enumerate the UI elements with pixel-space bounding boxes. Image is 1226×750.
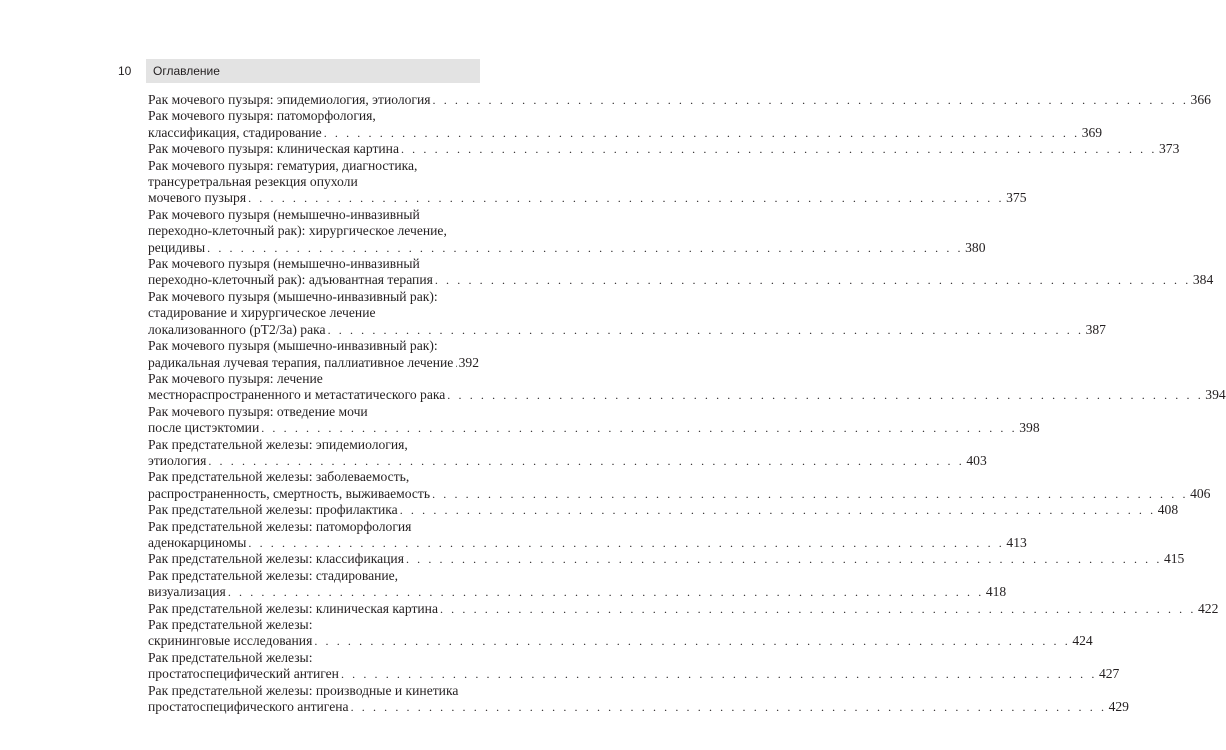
toc-entry-page: 415 [1163,551,1185,567]
toc-entry-line: Рак мочевого пузыря: клиническая картина [148,141,399,157]
toc-entry-line: аденокарциномы [148,534,247,550]
toc-entry-page: 424 [1072,633,1093,649]
toc-entry[interactable] [148,649,1120,683]
toc-entry[interactable] [148,682,1129,716]
toc-entry-line: Рак мочевого пузыря (мышечно-инвазивный рак): [148,338,438,354]
toc-entry-line: простатоспецифический антиген [148,666,339,682]
toc-entry-page: 366 [1190,92,1211,107]
toc-entry-page: 413 [1006,534,1027,550]
toc-entry[interactable] [148,518,1027,552]
toc-entry-page: 387 [1085,321,1106,337]
toc-entry-page: 429 [1108,699,1129,715]
toc-entry-line: простатоспецифического антигена [148,699,349,715]
toc-entry[interactable] [148,551,1185,567]
dot-leader: . . . . . . . . . . . . . . . . . . . . . . . . . . . . . . . . . . . . . . . . . . . . . . . . . . . . . . . . . . . . . . . . . . . . [261,421,1018,436]
toc-entry-last-line [148,534,1027,551]
toc-entry[interactable] [148,370,1226,404]
toc-entry-line: Рак предстательной железы: [148,649,313,665]
toc-entry-page: 418 [985,584,1007,600]
dot-leader: . . . . . . . . . . . . . . . . . . . . . . . . . . . . . . . . . . . . . . . . . . . . . . . . . . . . . . . . . . . . . . . . . . . . [340,667,1097,682]
toc-entry-line: Рак мочевого пузыря (немышечно-инвазивный [148,256,420,272]
toc-entry[interactable] [148,338,479,371]
toc-entry-line: Рак мочевого пузыря: эпидемиология, этиология [148,92,431,107]
toc-entry-line: Рак предстательной железы: профилактика [148,502,398,518]
dot-leader: . . . . . . . . . . . . . . . . . . . . . . . . . . . . . . . . . . . . . . . . . . . . . . . . . . . . . . . . . . . . . . . . . . . . [323,125,1080,140]
toc-entry-line: Рак предстательной железы: заболеваемость, [148,469,410,485]
toc-entry-page: 392 [458,354,479,370]
toc-entry-line: радикальная лучевая терапия, паллиативное лечение [148,354,454,370]
toc-entry-last-line [148,666,1120,682]
dot-leader: . . . . . . . . . . . . . . . . . . . . . . . . . . . . . . . . . . . . . . . . . . . . . . . . . . . . . . . . . . . . . . . . . . . . [327,322,1084,337]
toc-entry-line: местнораспространенного и метастатического рака [148,387,446,403]
toc-entry-last-line [148,190,1027,206]
toc-entry-line: Рак мочевого пузыря: патоморфология, [148,108,376,124]
table-of-contents [148,92,1226,715]
running-header [92,59,480,83]
toc-entry-last-line [148,321,1106,338]
toc-entry-line: Рак предстательной железы: клиническая картина [148,600,438,616]
toc-entry[interactable] [148,502,1179,518]
toc-entry-line: рецидивы [148,239,206,255]
toc-entry-line: Рак предстательной железы: стадирование, [148,567,399,583]
toc-entry-line: локализованного (pT2/3a) рака [148,321,326,337]
toc-entry-last-line [148,92,1211,108]
dot-leader: . . . . . . . . . . . . . . . . . . . . . . . . . . . . . . . . . . . . . . . . . . . . . . . . . . . . . . . . . . . . . . . . . . . . [248,191,1005,206]
toc-entry-page: 369 [1081,124,1103,140]
dot-leader: . . . . . . . . . . . . . . . . . . . . . . . . . . . . . . . . . . . . . . . . . . . . . . . . . . . . . . . . . . . . . . . . . . . . [207,240,964,255]
toc-entry-last-line [148,452,987,469]
toc-entry-line: Рак мочевого пузыря: гематурия, диагностика, [148,157,418,173]
toc-entry-page: 427 [1098,666,1120,682]
page-number: 10 [118,64,132,78]
dot-leader [455,355,456,371]
toc-entry-last-line [148,272,1214,288]
toc-entry[interactable] [148,567,1007,601]
toc-entry-line: Рак предстательной железы: производные и кинетика [148,682,459,698]
toc-entry[interactable] [148,92,1211,108]
toc-entry-last-line [148,584,1007,600]
toc-entry-line: распространенность, смертность, выживаемость [148,485,431,501]
toc-entry-line: переходно-клеточный рак): адъювантная терапия [148,272,433,288]
toc-entry[interactable] [148,108,1103,141]
toc-entry-line: Рак мочевого пузыря (немышечно-инвазивный [148,206,420,222]
dot-leader: . . . . . . . . . . . . . . . . . . . . . . . . . . . . . . . . . . . . . . . . . . . . . . . . . . . . . . . . . . . . . . . . . . . . [405,552,1162,567]
toc-entry[interactable] [148,617,1093,650]
toc-entry-page: 403 [966,452,987,468]
dot-leader: . . . . . . . . . . . . . . . . . . . . . . . . . . . . . . . . . . . . . . . . . . . . . . . . . . . . . . . . . . . . . . . . . . . . [399,503,1156,518]
toc-entry-page: 373 [1158,141,1180,157]
toc-entry-line: переходно-клеточный рак): хирургическое лечение, [148,223,447,239]
header-title: Оглавление [153,64,220,78]
toc-entry[interactable] [148,206,986,256]
dot-leader: . . . . . . . . . . . . . . . . . . . . . . . . . . . . . . . . . . . . . . . . . . . . . . . . . . . . . . . . . . . . . . . . . . . . [439,601,1196,616]
toc-entry-last-line [148,485,1211,502]
toc-entry-page: 398 [1019,420,1040,436]
toc-entry-last-line [148,600,1219,617]
toc-entry-line: Рак предстательной железы: [148,617,313,632]
toc-entry-line: Рак мочевого пузыря (мышечно-инвазивный рак): [148,288,438,304]
toc-entry[interactable] [148,157,1027,207]
dot-leader: . . . . . . . . . . . . . . . . . . . . . . . . . . . . . . . . . . . . . . . . . . . . . . . . . . . . . . . . . . . . . . . . . . . . [350,700,1107,715]
toc-entry-line: мочевого пузыря [148,190,247,206]
dot-leader: . . . . . . . . . . . . . . . . . . . . . . . . . . . . . . . . . . . . . . . . . . . . . . . . . . . . . . . . . . . . . . . . . . . . [314,634,1071,649]
toc-entry-last-line [148,420,1040,436]
toc-entry-line: этиология [148,452,207,468]
toc-entry[interactable] [148,256,1214,289]
dot-leader: . . . . . . . . . . . . . . . . . . . . . . . . . . . . . . . . . . . . . . . . . . . . . . . . . . . . . . . . . . . . . . . . . . . . [432,93,1189,107]
toc-entry-last-line [148,355,479,371]
toc-entry[interactable] [148,436,987,470]
toc-entry-line: скрининговые исследования [148,633,313,649]
toc-entry-last-line [148,239,986,256]
toc-entry-line: визуализация [148,584,226,600]
toc-entry-page: 375 [1006,190,1027,206]
toc-entry[interactable] [148,469,1211,502]
toc-entry-line: Рак предстательной железы: эпидемиология, [148,436,408,452]
dot-leader: . . . . . . . . . . . . . . . . . . . . . . . . . . . . . . . . . . . . . . . . . . . . . . . . . . . . . . . . . . . . . . . . . . . . [248,535,1005,550]
dot-leader: . . . . . . . . . . . . . . . . . . . . . . . . . . . . . . . . . . . . . . . . . . . . . . . . . . . . . . . . . . . . . . . . . . . . [447,388,1204,403]
toc-entry-page: 384 [1192,272,1214,288]
toc-entry-page: 408 [1157,502,1179,518]
toc-entry[interactable] [148,600,1219,617]
toc-entry-page: 406 [1190,485,1211,501]
toc-entry-line: после цистэктомии [148,420,260,436]
toc-entry-last-line [148,551,1185,567]
toc-entry-page: 422 [1197,600,1219,616]
dot-leader: . . . . . . . . . . . . . . . . . . . . . . . . . . . . . . . . . . . . . . . . . . . . . . . . . . . . . . . . . . . . . . . . . . . . [432,486,1189,501]
toc-entry-last-line [148,633,1093,649]
dot-leader: . . . . . . . . . . . . . . . . . . . . . . . . . . . . . . . . . . . . . . . . . . . . . . . . . . . . . . . . . . . . . . . . . . . . [400,142,1157,157]
toc-entry-last-line [148,141,1180,157]
toc-entry-line: Рак предстательной железы: классификация [148,551,404,567]
dot-leader: . . . . . . . . . . . . . . . . . . . . . . . . . . . . . . . . . . . . . . . . . . . . . . . . . . . . . . . . . . . . . . . . . . . . [227,585,984,600]
toc-entry-line: трансуретральная резекция опухоли [148,174,358,190]
dot-leader: . . . . . . . . . . . . . . . . . . . . . . . . . . . . . . . . . . . . . . . . . . . . . . . . . . . . . . . . . . . . . . . . . . . . [208,453,965,468]
toc-entry-line: классификация, стадирование [148,124,322,140]
dot-leader: . . . . . . . . . . . . . . . . . . . . . . . . . . . . . . . . . . . . . . . . . . . . . . . . . . . . . . . . . . . . . . . . . . . . [434,273,1191,288]
toc-entry[interactable] [148,403,1040,437]
toc-entry-page: 380 [965,239,986,255]
toc-entry-line: Рак мочевого пузыря: отведение мочи [148,403,368,419]
toc-entry-last-line [148,699,1129,715]
toc-entry-line: стадирование и хирургическое лечение [148,305,376,321]
toc-entry[interactable] [148,288,1106,338]
toc-entry-page: 394 [1205,387,1226,403]
header-bar [146,59,480,83]
toc-entry[interactable] [148,141,1180,157]
toc-entry-last-line [148,502,1179,518]
toc-entry-line: Рак мочевого пузыря: лечение [148,370,323,386]
toc-entry-line: Рак предстательной железы: патоморфология [148,518,412,534]
toc-entry-last-line [148,124,1103,141]
toc-entry-last-line [148,387,1226,403]
